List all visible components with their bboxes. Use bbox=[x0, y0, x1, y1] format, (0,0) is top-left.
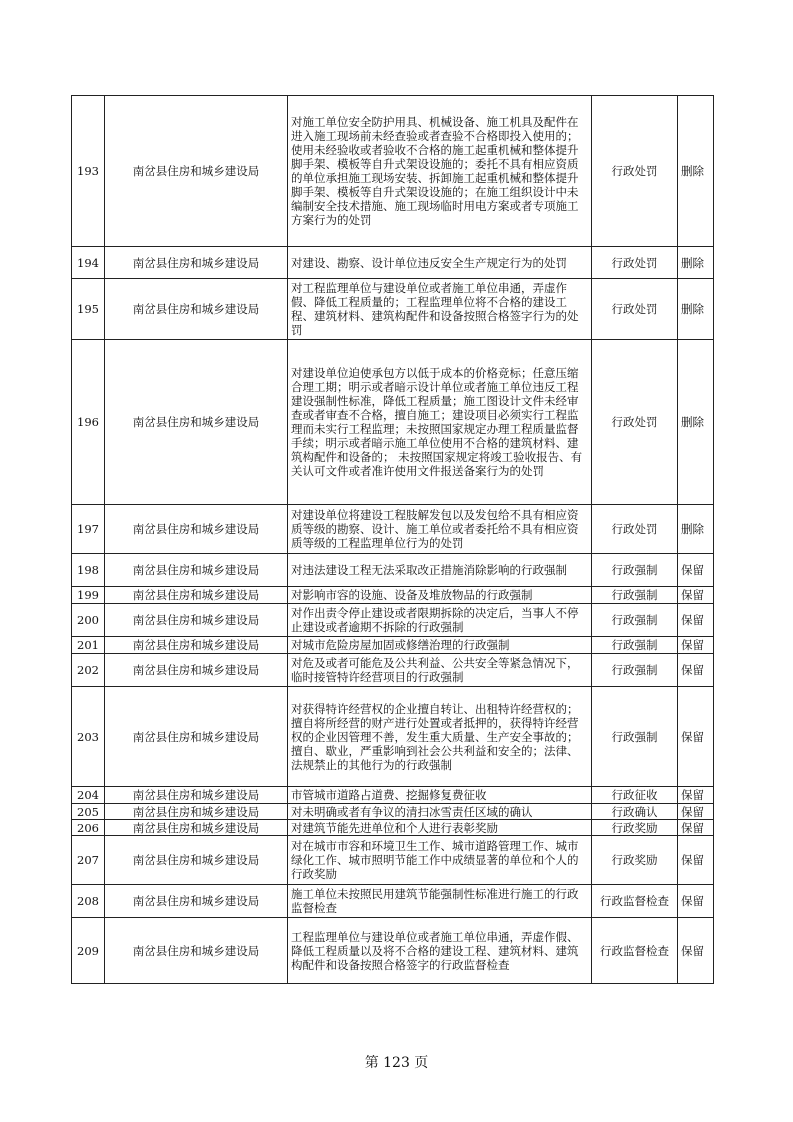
power-type: 行政处罚 bbox=[592, 279, 678, 340]
matter-description: 施工单位未按照民用建筑节能强制性标准进行施工的行政监督检查 bbox=[288, 885, 592, 918]
matter-description: 对城市危险房屋加固或修缮治理的行政强制 bbox=[288, 637, 592, 654]
table-row bbox=[72, 587, 714, 604]
row-number: 207 bbox=[72, 836, 105, 885]
power-type: 行政强制 bbox=[592, 604, 678, 637]
page-number: 第 123 页 bbox=[364, 1055, 429, 1071]
department-name: 南岔县住房和城乡建设局 bbox=[105, 787, 288, 804]
power-type: 行政征收 bbox=[592, 787, 678, 804]
action-status: 保留 bbox=[678, 637, 714, 654]
table-row bbox=[72, 604, 714, 637]
department-name: 南岔县住房和城乡建设局 bbox=[105, 587, 288, 604]
power-type: 行政处罚 bbox=[592, 247, 678, 279]
action-status: 保留 bbox=[678, 604, 714, 637]
matter-description: 对影响市容的设施、设备及堆放物品的行政强制 bbox=[288, 587, 592, 604]
row-number: 201 bbox=[72, 637, 105, 654]
matter-description: 对建设单位将建设工程肢解发包以及发包给不具有相应资质等级的勘察、设计、施工单位或者委托给不具有相应资质等级的工程监理单位行为的处罚 bbox=[288, 505, 592, 554]
matter-description: 对违法建设工程无法采取改正措施消除影响的行政强制 bbox=[288, 554, 592, 587]
power-type: 行政强制 bbox=[592, 637, 678, 654]
power-type: 行政监督检查 bbox=[592, 918, 678, 984]
power-type: 行政奖励 bbox=[592, 836, 678, 885]
row-number: 199 bbox=[72, 587, 105, 604]
matter-description: 工程监理单位与建设单位或者施工单位串通，弄虚作假、降低工程质量以及将不合格的建设工程、建筑材料、建筑构配件和设备按照合格签字的行政监督检查 bbox=[288, 918, 592, 984]
table-row bbox=[72, 247, 714, 279]
action-status: 保留 bbox=[678, 820, 714, 836]
row-number: 196 bbox=[72, 340, 105, 505]
power-type: 行政强制 bbox=[592, 554, 678, 587]
row-number: 206 bbox=[72, 820, 105, 836]
action-status: 保留 bbox=[678, 836, 714, 885]
table-body bbox=[72, 96, 714, 984]
matter-description: 对建设单位迫使承包方以低于成本的价格竞标；任意压缩合理工期；明示或者暗示设计单位或者施工单位违反工程建设强制性标准，降低工程质量；施工图设计文件未经审查或者审查不合格，擅自施工；建设项目必须实行工程监理而未实行工程监理；未按照国家规定办理工程质量监督手续；明示或者暗示施工单位使用不合格的建筑材料、建筑构配件和设备的； 未按照国家规定将竣工验收报告、有关认可文件或者准许使用文件报送备案行为的处罚 bbox=[288, 340, 592, 505]
row-number: 205 bbox=[72, 804, 105, 820]
department-name: 南岔县住房和城乡建设局 bbox=[105, 96, 288, 247]
table-row bbox=[72, 654, 714, 687]
action-status: 保留 bbox=[678, 654, 714, 687]
power-type: 行政处罚 bbox=[592, 340, 678, 505]
table-row bbox=[72, 804, 714, 820]
action-status: 保留 bbox=[678, 687, 714, 787]
matter-description: 对获得特许经营权的企业擅自转让、出租特许经营权的；擅自将所经营的财产进行处置或者抵押的，获得特许经营权的企业因管理不善，发生重大质量、生产安全事故的；擅自、歇业，严重影响到社会公共利益和安全的；法律、法规禁止的其他行为的行政强制 bbox=[288, 687, 592, 787]
matter-description: 对未明确或者有争议的清扫冰雪责任区域的确认 bbox=[288, 804, 592, 820]
department-name: 南岔县住房和城乡建设局 bbox=[105, 820, 288, 836]
department-name: 南岔县住房和城乡建设局 bbox=[105, 340, 288, 505]
action-status: 保留 bbox=[678, 587, 714, 604]
action-status: 保留 bbox=[678, 804, 714, 820]
power-type: 行政奖励 bbox=[592, 820, 678, 836]
power-type: 行政强制 bbox=[592, 654, 678, 687]
row-number: 200 bbox=[72, 604, 105, 637]
table-row bbox=[72, 787, 714, 804]
row-number: 202 bbox=[72, 654, 105, 687]
table-row bbox=[72, 96, 714, 247]
power-type: 行政强制 bbox=[592, 687, 678, 787]
row-number: 198 bbox=[72, 554, 105, 587]
table-row bbox=[72, 885, 714, 918]
table-row bbox=[72, 836, 714, 885]
department-name: 南岔县住房和城乡建设局 bbox=[105, 687, 288, 787]
department-name: 南岔县住房和城乡建设局 bbox=[105, 279, 288, 340]
action-status: 删除 bbox=[678, 279, 714, 340]
department-name: 南岔县住房和城乡建设局 bbox=[105, 654, 288, 687]
matter-description: 对工程监理单位与建设单位或者施工单位串通，弄虚作假、降低工程质量的；工程监理单位将不合格的建设工程、建筑材料、建筑构配件和设备按照合格签字行为的处罚 bbox=[288, 279, 592, 340]
row-number: 203 bbox=[72, 687, 105, 787]
department-name: 南岔县住房和城乡建设局 bbox=[105, 836, 288, 885]
matter-description: 市管城市道路占道费、挖掘修复费征收 bbox=[288, 787, 592, 804]
action-status: 删除 bbox=[678, 505, 714, 554]
power-type: 行政确认 bbox=[592, 804, 678, 820]
table-row bbox=[72, 279, 714, 340]
power-type: 行政处罚 bbox=[592, 96, 678, 247]
action-status: 保留 bbox=[678, 918, 714, 984]
table-row bbox=[72, 918, 714, 984]
power-type: 行政处罚 bbox=[592, 505, 678, 554]
action-status: 保留 bbox=[678, 787, 714, 804]
row-number: 195 bbox=[72, 279, 105, 340]
matter-description: 对建设、勘察、设计单位违反安全生产规定行为的处罚 bbox=[288, 247, 592, 279]
department-name: 南岔县住房和城乡建设局 bbox=[105, 637, 288, 654]
department-name: 南岔县住房和城乡建设局 bbox=[105, 247, 288, 279]
matter-description: 对在城市市容和环境卫生工作、城市道路管理工作、城市绿化工作、城市照明节能工作中成绩显著的单位和个人的行政奖励 bbox=[288, 836, 592, 885]
table-row bbox=[72, 687, 714, 787]
row-number: 194 bbox=[72, 247, 105, 279]
matter-description: 对建筑节能先进单位和个人进行表彰奖励 bbox=[288, 820, 592, 836]
power-list-table bbox=[71, 95, 714, 984]
department-name: 南岔县住房和城乡建设局 bbox=[105, 554, 288, 587]
row-number: 209 bbox=[72, 918, 105, 984]
table-row bbox=[72, 637, 714, 654]
matter-description: 对危及或者可能危及公共利益、公共安全等紧急情况下，临时接管特许经营项目的行政强制 bbox=[288, 654, 592, 687]
table-row bbox=[72, 505, 714, 554]
matter-description: 对作出责令停止建设或者限期拆除的决定后，当事人不停止建设或者逾期不拆除的行政强制 bbox=[288, 604, 592, 637]
row-number: 204 bbox=[72, 787, 105, 804]
matter-description: 对施工单位安全防护用具、机械设备、施工机具及配件在进入施工现场前未经查验或者查验不合格即投入使用的；使用未经验收或者验收不合格的施工起重机械和整体提升脚手架、模板等自升式架设设施的；委托不具有相应资质的单位承担施工现场安装、拆卸施工起重机械和整体提升脚手架、模板等自升式架设设施的；在施工组织设计中未编制安全技术措施、施工现场临时用电方案或者专项施工方案行为的处罚 bbox=[288, 96, 592, 247]
power-type: 行政监督检查 bbox=[592, 885, 678, 918]
power-type: 行政强制 bbox=[592, 587, 678, 604]
action-status: 删除 bbox=[678, 96, 714, 247]
row-number: 197 bbox=[72, 505, 105, 554]
department-name: 南岔县住房和城乡建设局 bbox=[105, 604, 288, 637]
row-number: 208 bbox=[72, 885, 105, 918]
department-name: 南岔县住房和城乡建设局 bbox=[105, 918, 288, 984]
department-name: 南岔县住房和城乡建设局 bbox=[105, 505, 288, 554]
row-number: 193 bbox=[72, 96, 105, 247]
department-name: 南岔县住房和城乡建设局 bbox=[105, 804, 288, 820]
action-status: 删除 bbox=[678, 340, 714, 505]
table-row bbox=[72, 554, 714, 587]
table-row bbox=[72, 340, 714, 505]
action-status: 保留 bbox=[678, 554, 714, 587]
action-status: 保留 bbox=[678, 885, 714, 918]
action-status: 删除 bbox=[678, 247, 714, 279]
table-row bbox=[72, 820, 714, 836]
department-name: 南岔县住房和城乡建设局 bbox=[105, 885, 288, 918]
